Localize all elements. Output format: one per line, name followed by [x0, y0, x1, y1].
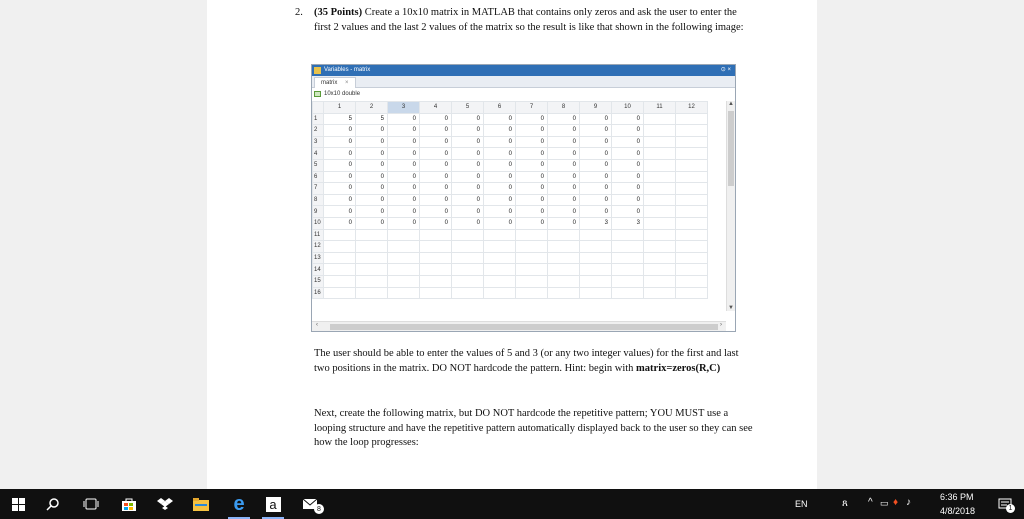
- matrix-cell[interactable]: 0: [356, 217, 388, 229]
- matrix-cell[interactable]: [676, 148, 708, 160]
- scroll-down-icon[interactable]: ▼: [728, 305, 734, 311]
- matrix-cell[interactable]: [676, 252, 708, 264]
- table-row: [313, 194, 708, 206]
- matrix-cell[interactable]: [644, 171, 676, 183]
- row-header[interactable]: 5: [313, 159, 324, 171]
- vertical-scroll-thumb[interactable]: [728, 111, 734, 186]
- vertical-scrollbar[interactable]: [726, 101, 735, 311]
- column-header[interactable]: 4: [420, 102, 452, 114]
- matrix-cell[interactable]: 0: [420, 136, 452, 148]
- matrix-cell[interactable]: [388, 275, 420, 287]
- notification-badge: 1: [1006, 504, 1015, 513]
- column-header[interactable]: 7: [516, 102, 548, 114]
- scroll-right-icon[interactable]: ›: [720, 322, 722, 328]
- matrix-cell[interactable]: 0: [420, 125, 452, 137]
- row-header[interactable]: 4: [313, 148, 324, 160]
- matrix-cell[interactable]: 0: [324, 148, 356, 160]
- matrix-cell[interactable]: 0: [324, 183, 356, 195]
- table-row: [313, 206, 708, 218]
- instructions-text: The user should be able to enter the values of 5 and 3 (or any two integer values) for the first and last two positions in the matrix. DO NOT hardcode the pattern. Hint: begin with: [314, 348, 739, 374]
- security-icon[interactable]: ♦: [893, 497, 899, 508]
- matrix-cell[interactable]: [420, 252, 452, 264]
- matrix-cell[interactable]: 0: [612, 171, 644, 183]
- column-header[interactable]: 6: [484, 102, 516, 114]
- matrix-cell[interactable]: [612, 241, 644, 253]
- row-header[interactable]: 9: [313, 206, 324, 218]
- battery-icon[interactable]: ▭: [880, 498, 889, 508]
- row-header[interactable]: 7: [313, 183, 324, 195]
- matrix-cell[interactable]: 0: [484, 159, 516, 171]
- variables-icon: [314, 67, 321, 74]
- dropbox-icon: [157, 497, 173, 511]
- matrix-cell[interactable]: 0: [484, 206, 516, 218]
- matrix-cell[interactable]: 0: [452, 113, 484, 125]
- matrix-cell[interactable]: 0: [548, 206, 580, 218]
- matrix-cell[interactable]: [388, 252, 420, 264]
- matrix-cell[interactable]: 0: [484, 171, 516, 183]
- row-header[interactable]: 15: [313, 275, 324, 287]
- next-task-paragraph: Next, create the following matrix, but DO NOT hardcode the repetitive pattern; YOU MUST use a looping structure and have the repetitive pattern automatically displayed back to the user so they can see how the loop progresses:: [314, 408, 753, 448]
- matrix-cell[interactable]: 0: [548, 159, 580, 171]
- matrix-cell[interactable]: 0: [612, 136, 644, 148]
- table-row: [313, 125, 708, 137]
- table-row: [313, 159, 708, 171]
- matrix-cell[interactable]: 0: [484, 113, 516, 125]
- matrix-cell[interactable]: 0: [548, 183, 580, 195]
- matlab-variable-editor: [311, 64, 736, 332]
- table-row: [313, 229, 708, 241]
- matrix-cell[interactable]: [644, 241, 676, 253]
- matrix-cell[interactable]: 5: [356, 113, 388, 125]
- table-row: [313, 136, 708, 148]
- matrix-cell[interactable]: [676, 275, 708, 287]
- matrix-cell[interactable]: 0: [484, 136, 516, 148]
- row-header[interactable]: 14: [313, 264, 324, 276]
- matrix-cell[interactable]: [644, 252, 676, 264]
- row-header[interactable]: 6: [313, 171, 324, 183]
- scroll-up-icon[interactable]: ▲: [728, 101, 734, 107]
- matrix-cell[interactable]: [516, 275, 548, 287]
- matrix-cell[interactable]: 0: [516, 194, 548, 206]
- people-icon[interactable]: ጸ: [842, 498, 848, 509]
- matrix-cell[interactable]: [644, 183, 676, 195]
- matrix-cell[interactable]: 0: [452, 206, 484, 218]
- matrix-cell[interactable]: [420, 264, 452, 276]
- matrix-cell[interactable]: 0: [516, 217, 548, 229]
- matrix-cell[interactable]: 0: [420, 194, 452, 206]
- row-header[interactable]: 2: [313, 125, 324, 137]
- row-header[interactable]: 13: [313, 252, 324, 264]
- row-header[interactable]: 16: [313, 287, 324, 299]
- matrix-cell[interactable]: [676, 287, 708, 299]
- row-header[interactable]: 12: [313, 241, 324, 253]
- windows-logo-icon: [12, 498, 25, 511]
- matrix-cell[interactable]: 0: [612, 148, 644, 160]
- matrix-cell[interactable]: [484, 229, 516, 241]
- matrix-cell[interactable]: 0: [612, 159, 644, 171]
- folder-icon: [193, 498, 209, 511]
- mail-button[interactable]: [296, 489, 326, 519]
- variable-editor-titlebar: [312, 65, 735, 76]
- matrix-cell[interactable]: 0: [420, 171, 452, 183]
- matrix-cell[interactable]: 0: [484, 217, 516, 229]
- horizontal-scroll-thumb[interactable]: [330, 324, 718, 330]
- matrix-cell[interactable]: 0: [516, 159, 548, 171]
- matrix-cell[interactable]: [324, 264, 356, 276]
- matrix-cell[interactable]: [676, 194, 708, 206]
- column-header[interactable]: 9: [580, 102, 612, 114]
- matrix-cell[interactable]: [676, 125, 708, 137]
- edge-button[interactable]: [224, 489, 254, 519]
- matrix-cell[interactable]: [676, 264, 708, 276]
- dropbox-button[interactable]: [150, 489, 180, 519]
- matrix-cell[interactable]: [612, 287, 644, 299]
- start-button[interactable]: [3, 489, 33, 519]
- matrix-cell[interactable]: 0: [420, 148, 452, 160]
- matrix-cell[interactable]: 0: [452, 217, 484, 229]
- matrix-cell[interactable]: [516, 252, 548, 264]
- matrix-cell[interactable]: 0: [548, 171, 580, 183]
- matrix-cell[interactable]: 0: [324, 171, 356, 183]
- matrix-cell[interactable]: 0: [580, 206, 612, 218]
- matrix-cell[interactable]: [420, 275, 452, 287]
- window-controls[interactable]: ⊙ ×: [720, 67, 731, 73]
- matrix-cell[interactable]: 0: [516, 113, 548, 125]
- matrix-cell[interactable]: [580, 264, 612, 276]
- row-header[interactable]: 10: [313, 217, 324, 229]
- matrix-cell[interactable]: 0: [356, 136, 388, 148]
- matrix-cell[interactable]: [676, 113, 708, 125]
- matrix-cell[interactable]: [548, 241, 580, 253]
- matrix-cell[interactable]: [548, 229, 580, 241]
- matrix-cell[interactable]: [484, 241, 516, 253]
- matrix-cell[interactable]: 0: [452, 183, 484, 195]
- matrix-cell[interactable]: [388, 241, 420, 253]
- matrix-cell[interactable]: [676, 229, 708, 241]
- matrix-cell[interactable]: [516, 229, 548, 241]
- matrix-cell[interactable]: [676, 241, 708, 253]
- scroll-left-icon[interactable]: ‹: [316, 322, 318, 328]
- clock-date[interactable]: 4/8/2018: [940, 506, 976, 516]
- matrix-cell[interactable]: [612, 264, 644, 276]
- question-intro: Create a 10x10 matrix in MATLAB that contains only zeros and ask the user to enter the first 2 values and the last 2 values of the matrix so the result is like that shown in the following image:: [314, 7, 744, 33]
- matrix-cell[interactable]: 0: [420, 159, 452, 171]
- matrix-cell[interactable]: 0: [356, 148, 388, 160]
- matrix-cell[interactable]: 3: [580, 217, 612, 229]
- matrix-cell[interactable]: 0: [324, 159, 356, 171]
- matrix-cell[interactable]: [516, 264, 548, 276]
- matrix-grid-icon: [314, 91, 321, 97]
- matrix-cell[interactable]: [452, 229, 484, 241]
- matrix-cell[interactable]: 0: [612, 206, 644, 218]
- matrix-cell[interactable]: 0: [612, 125, 644, 137]
- matrix-cell[interactable]: [644, 136, 676, 148]
- matrix-cell[interactable]: 0: [324, 206, 356, 218]
- matrix-cell[interactable]: [644, 217, 676, 229]
- matrix-cell[interactable]: 0: [484, 125, 516, 137]
- matrix-cell[interactable]: [580, 275, 612, 287]
- matrix-cell[interactable]: [644, 125, 676, 137]
- variable-size-type: 10x10 double: [324, 91, 361, 97]
- windows-taskbar: [0, 489, 1024, 519]
- matrix-cell[interactable]: [452, 275, 484, 287]
- show-hidden-icons-chevron[interactable]: ^: [868, 497, 873, 508]
- document-page: [207, 0, 817, 489]
- action-center-button[interactable]: [990, 489, 1020, 519]
- matrix-cell[interactable]: [644, 275, 676, 287]
- column-header[interactable]: 10: [612, 102, 644, 114]
- volume-icon[interactable]: ♪: [906, 497, 911, 508]
- row-header[interactable]: 1: [313, 113, 324, 125]
- matrix-cell[interactable]: [548, 264, 580, 276]
- matrix-cell[interactable]: 0: [324, 125, 356, 137]
- amazon-button[interactable]: [258, 489, 288, 519]
- matrix-cell[interactable]: [356, 252, 388, 264]
- matrix-cell[interactable]: 0: [516, 171, 548, 183]
- variable-info: [312, 88, 735, 100]
- matrix-cell[interactable]: 0: [548, 217, 580, 229]
- matrix-cell[interactable]: 0: [388, 171, 420, 183]
- matrix-cell[interactable]: 0: [548, 136, 580, 148]
- matrix-cell[interactable]: 0: [580, 113, 612, 125]
- matrix-cell[interactable]: 0: [612, 113, 644, 125]
- matrix-cell[interactable]: 0: [484, 194, 516, 206]
- matrix-cell[interactable]: [644, 148, 676, 160]
- table-row: [313, 148, 708, 160]
- matrix-cell[interactable]: 0: [516, 136, 548, 148]
- matrix-cell[interactable]: 0: [580, 194, 612, 206]
- search-icon: [46, 497, 60, 511]
- row-header[interactable]: 8: [313, 194, 324, 206]
- matrix-cell[interactable]: [548, 252, 580, 264]
- matrix-cell[interactable]: [356, 264, 388, 276]
- matrix-cell[interactable]: [676, 183, 708, 195]
- column-header[interactable]: 3: [388, 102, 420, 114]
- matrix-cell[interactable]: 0: [516, 206, 548, 218]
- store-bag-icon: [121, 497, 137, 511]
- matrix-cell[interactable]: [548, 287, 580, 299]
- matrix-table: [312, 101, 708, 299]
- matrix-cell[interactable]: [612, 229, 644, 241]
- matrix-cell[interactable]: [324, 287, 356, 299]
- matrix-cell[interactable]: 0: [484, 183, 516, 195]
- matrix-cell[interactable]: [644, 264, 676, 276]
- table-row: [313, 275, 708, 287]
- column-header[interactable]: 8: [548, 102, 580, 114]
- matrix-cell[interactable]: 3: [612, 217, 644, 229]
- table-row: [313, 113, 708, 125]
- matrix-cell[interactable]: [548, 275, 580, 287]
- matrix-cell[interactable]: 0: [612, 194, 644, 206]
- matrix-cell[interactable]: 0: [420, 183, 452, 195]
- tab-matrix[interactable]: [314, 77, 356, 88]
- matrix-cell[interactable]: 0: [324, 136, 356, 148]
- matrix-cell[interactable]: 0: [420, 217, 452, 229]
- variable-tabs: [312, 76, 735, 88]
- matrix-cell[interactable]: [324, 241, 356, 253]
- question-text: [314, 6, 754, 35]
- column-header[interactable]: 12: [676, 102, 708, 114]
- matrix-cell[interactable]: 0: [388, 136, 420, 148]
- store-button[interactable]: [114, 489, 144, 519]
- matrix-cell[interactable]: [516, 287, 548, 299]
- row-header[interactable]: 3: [313, 136, 324, 148]
- matrix-cell[interactable]: 0: [548, 113, 580, 125]
- matrix-cell[interactable]: 0: [356, 171, 388, 183]
- matrix-cell[interactable]: 0: [420, 113, 452, 125]
- matrix-cell[interactable]: [420, 241, 452, 253]
- matrix-cell[interactable]: 0: [388, 148, 420, 160]
- table-row: [313, 287, 708, 299]
- matrix-cell[interactable]: [388, 287, 420, 299]
- matrix-cell[interactable]: 0: [612, 183, 644, 195]
- matrix-cell[interactable]: 0: [324, 217, 356, 229]
- matrix-cell[interactable]: 0: [388, 159, 420, 171]
- matrix-cell[interactable]: 0: [452, 194, 484, 206]
- matrix-cell[interactable]: 0: [548, 194, 580, 206]
- matrix-cell[interactable]: [356, 275, 388, 287]
- matrix-cell[interactable]: 0: [580, 136, 612, 148]
- matrix-cell[interactable]: 0: [516, 183, 548, 195]
- matrix-cell[interactable]: [388, 229, 420, 241]
- matrix-cell[interactable]: [484, 252, 516, 264]
- question-number: 2.: [295, 7, 303, 18]
- matrix-cell[interactable]: [452, 241, 484, 253]
- matrix-cell[interactable]: [484, 287, 516, 299]
- matrix-cell[interactable]: 0: [356, 159, 388, 171]
- matrix-cell[interactable]: 0: [452, 159, 484, 171]
- matrix-cell[interactable]: [356, 241, 388, 253]
- matrix-cell[interactable]: [676, 206, 708, 218]
- matrix-cell[interactable]: [612, 275, 644, 287]
- matrix-cell[interactable]: [644, 113, 676, 125]
- matrix-cell[interactable]: [644, 159, 676, 171]
- corner-cell: [313, 102, 324, 114]
- matrix-cell[interactable]: [644, 287, 676, 299]
- matrix-cell[interactable]: [452, 287, 484, 299]
- matrix-cell[interactable]: 0: [388, 113, 420, 125]
- matrix-cell[interactable]: 0: [324, 194, 356, 206]
- mail-badge: 8: [314, 504, 324, 514]
- column-header[interactable]: 2: [356, 102, 388, 114]
- variable-editor-title: Variables - matrix: [324, 67, 371, 73]
- matrix-cell[interactable]: 0: [580, 148, 612, 160]
- matrix-cell[interactable]: [452, 264, 484, 276]
- hint-code: matrix=zeros(R,C): [636, 362, 721, 374]
- clock-time[interactable]: 6:36 PM: [940, 492, 974, 502]
- matrix-cell[interactable]: 0: [516, 148, 548, 160]
- table-row: [313, 217, 708, 229]
- search-button[interactable]: [38, 489, 68, 519]
- matrix-cell[interactable]: 0: [452, 171, 484, 183]
- matrix-cell[interactable]: 0: [580, 171, 612, 183]
- matrix-cell[interactable]: [676, 217, 708, 229]
- matrix-cell[interactable]: 0: [420, 206, 452, 218]
- column-header[interactable]: 11: [644, 102, 676, 114]
- task-view-icon: [83, 498, 99, 510]
- matrix-cell[interactable]: [324, 229, 356, 241]
- matrix-cell[interactable]: [420, 229, 452, 241]
- matrix-cell[interactable]: [324, 252, 356, 264]
- table-row: [313, 183, 708, 195]
- tab-label: matrix: [321, 80, 338, 86]
- column-header[interactable]: 1: [324, 102, 356, 114]
- matrix-cell[interactable]: 0: [388, 206, 420, 218]
- matrix-cell[interactable]: [516, 241, 548, 253]
- row-header[interactable]: 11: [313, 229, 324, 241]
- matrix-cell[interactable]: [580, 287, 612, 299]
- matrix-cell[interactable]: [452, 252, 484, 264]
- matrix-cell[interactable]: 0: [516, 125, 548, 137]
- matrix-cell[interactable]: 0: [388, 125, 420, 137]
- matrix-cell[interactable]: 0: [452, 148, 484, 160]
- matrix-cell[interactable]: 0: [548, 125, 580, 137]
- table-row: [313, 252, 708, 264]
- table-row: [313, 264, 708, 276]
- task-view-button[interactable]: [76, 489, 106, 519]
- matrix-cell[interactable]: 0: [548, 148, 580, 160]
- matrix-cell[interactable]: 5: [324, 113, 356, 125]
- matrix-cell[interactable]: [420, 287, 452, 299]
- file-explorer-button[interactable]: [186, 489, 216, 519]
- matrix-cell[interactable]: [676, 136, 708, 148]
- matrix-cell[interactable]: [676, 171, 708, 183]
- matrix-cell[interactable]: 0: [356, 194, 388, 206]
- edge-icon: e: [233, 492, 245, 515]
- instructions-paragraph: [314, 347, 754, 376]
- matrix-cell[interactable]: 0: [356, 125, 388, 137]
- matrix-cell[interactable]: 0: [388, 217, 420, 229]
- matrix-cell[interactable]: 0: [388, 183, 420, 195]
- matrix-cell[interactable]: 0: [580, 159, 612, 171]
- tab-close-icon[interactable]: ×: [345, 80, 349, 86]
- language-indicator[interactable]: EN: [795, 499, 808, 509]
- table-row: [313, 241, 708, 253]
- matrix-cell[interactable]: [388, 264, 420, 276]
- matrix-cell[interactable]: 0: [484, 148, 516, 160]
- matrix-cell[interactable]: [484, 264, 516, 276]
- matrix-cell[interactable]: [580, 252, 612, 264]
- matrix-cell[interactable]: [676, 159, 708, 171]
- matrix-cell[interactable]: [644, 194, 676, 206]
- matrix-cell[interactable]: 0: [452, 136, 484, 148]
- matrix-cell[interactable]: [356, 229, 388, 241]
- column-header[interactable]: 5: [452, 102, 484, 114]
- matrix-cell[interactable]: [484, 275, 516, 287]
- matrix-cell[interactable]: [580, 241, 612, 253]
- amazon-icon: a: [266, 497, 281, 512]
- matrix-cell[interactable]: [644, 206, 676, 218]
- question-points: (35 Points): [314, 7, 363, 18]
- matrix-cell[interactable]: 0: [452, 125, 484, 137]
- matrix-cell[interactable]: [644, 229, 676, 241]
- matrix-cell[interactable]: 0: [356, 206, 388, 218]
- matrix-cell[interactable]: 0: [388, 194, 420, 206]
- matrix-cell[interactable]: [612, 252, 644, 264]
- matrix-cell[interactable]: [324, 275, 356, 287]
- matrix-cell[interactable]: [356, 287, 388, 299]
- table-row: [313, 171, 708, 183]
- horizontal-scrollbar[interactable]: [312, 321, 726, 331]
- matrix-cell[interactable]: 0: [356, 183, 388, 195]
- matrix-cell[interactable]: [580, 229, 612, 241]
- matrix-cell[interactable]: 0: [580, 125, 612, 137]
- matrix-cell[interactable]: 0: [580, 183, 612, 195]
